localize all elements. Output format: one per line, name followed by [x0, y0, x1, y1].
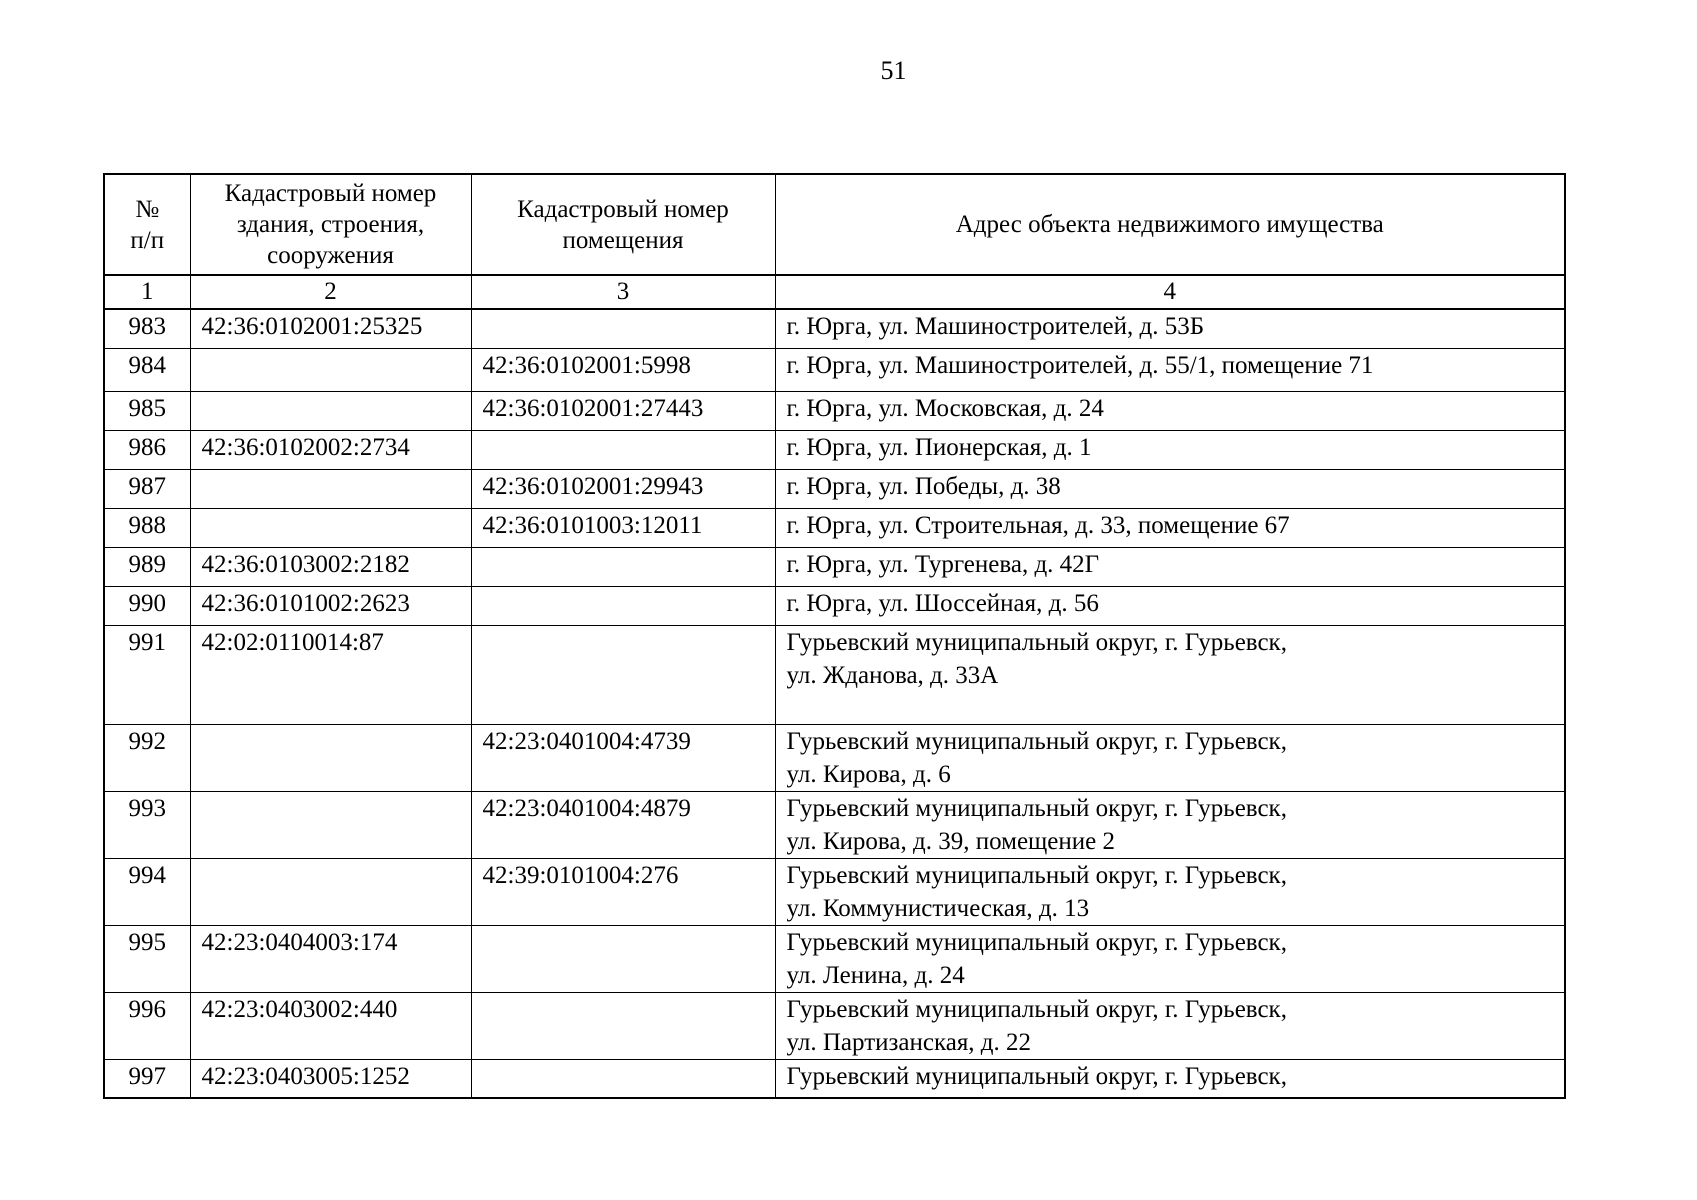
building-cadastral-cell: 42:02:0110014:87 — [190, 625, 471, 724]
room-cadastral-cell: 42:23:0401004:4739 — [471, 724, 775, 791]
address-line: Гурьевский муниципальный округ, г. Гурьевск, — [786, 995, 1287, 1023]
address-cell — [775, 469, 1565, 508]
header-line: Кадастровый номер — [517, 195, 729, 223]
address-line: г. Юрга, ул. Московская, д. 24 — [786, 394, 1104, 422]
table-row — [104, 925, 1565, 992]
row-number-cell: 994 — [104, 858, 190, 925]
building-cadastral-cell: 42:23:0404003:174 — [190, 925, 471, 992]
row-number-cell: 983 — [104, 309, 190, 348]
address-line: ул. Партизанская, д. 22 — [786, 1028, 1032, 1056]
header-line: здания, строения, — [236, 211, 425, 238]
building-cadastral-cell — [190, 791, 471, 858]
room-cadastral-cell — [471, 430, 775, 469]
address-line: г. Юрга, ул. Машиностроителей, д. 53Б — [786, 313, 1205, 340]
address-line: ул. Жданова, д. 33А — [786, 661, 999, 689]
room-cadastral-cell: 42:36:0102001:29943 — [471, 469, 775, 508]
table-row — [104, 391, 1565, 430]
address-cell — [775, 508, 1565, 547]
building-cadastral-cell — [190, 469, 471, 508]
row-number-cell: 984 — [104, 348, 190, 391]
address-cell — [775, 625, 1565, 724]
row-number-cell: 988 — [104, 508, 190, 547]
header-room-cadastral — [471, 174, 775, 275]
header-line: № — [135, 195, 160, 223]
address-cell — [775, 430, 1565, 469]
address-line: г. Юрга, ул. Пионерская, д. 1 — [786, 433, 1092, 461]
row-number-cell: 996 — [104, 992, 190, 1059]
table-body — [104, 309, 1565, 1098]
row-number-cell: 985 — [104, 391, 190, 430]
room-cadastral-cell: 42:39:0101004:276 — [471, 858, 775, 925]
room-cadastral-cell: 42:36:0102001:5998 — [471, 348, 775, 391]
building-cadastral-cell: 42:36:0101002:2623 — [190, 586, 471, 625]
header-line: помещения — [562, 226, 684, 254]
table-row — [104, 469, 1565, 508]
room-cadastral-cell — [471, 992, 775, 1059]
row-number-cell: 991 — [104, 625, 190, 724]
table-row — [104, 858, 1565, 925]
address-line: Гурьевский муниципальный округ, г. Гурьевск, — [786, 727, 1287, 755]
property-table — [103, 173, 1566, 1099]
room-cadastral-cell — [471, 1059, 775, 1098]
row-number-cell: 993 — [104, 791, 190, 858]
table-row — [104, 508, 1565, 547]
page-number: 51 — [880, 56, 907, 85]
header-line: Адрес объекта недвижимого имущества — [955, 211, 1384, 238]
row-number-cell: 986 — [104, 430, 190, 469]
room-cadastral-cell: 42:36:0101003:12011 — [471, 508, 775, 547]
table-row — [104, 309, 1565, 348]
row-number-cell: 992 — [104, 724, 190, 791]
address-cell — [775, 791, 1565, 858]
table-header-row — [104, 174, 1565, 275]
address-line: г. Юрга, ул. Тургенева, д. 42Г — [786, 550, 1100, 578]
header-address — [775, 174, 1565, 275]
address-cell — [775, 1059, 1565, 1098]
address-line: г. Юрга, ул. Шоссейная, д. 56 — [786, 589, 1099, 617]
building-cadastral-cell: 42:23:0403005:1252 — [190, 1059, 471, 1098]
column-number: 3 — [471, 275, 775, 309]
address-line: Гурьевский муниципальный округ, г. Гурьевск, — [786, 861, 1287, 889]
address-line: Гурьевский муниципальный округ, г. Гурьевск, — [786, 1062, 1287, 1090]
address-cell — [775, 992, 1565, 1059]
address-cell — [775, 547, 1565, 586]
row-number-cell: 995 — [104, 925, 190, 992]
header-building-cadastral — [190, 174, 471, 275]
address-line: г. Юрга, ул. Машиностроителей, д. 55/1, помещение 71 — [786, 351, 1374, 379]
column-number: 1 — [104, 275, 190, 309]
building-cadastral-cell: 42:23:0403002:440 — [190, 992, 471, 1059]
column-number: 4 — [775, 275, 1565, 309]
building-cadastral-cell — [190, 348, 471, 391]
address-line: ул. Кирова, д. 6 — [786, 760, 951, 788]
header-line: Кадастровый номер — [224, 180, 437, 207]
building-cadastral-cell — [190, 724, 471, 791]
table-row — [104, 724, 1565, 791]
room-cadastral-cell — [471, 309, 775, 348]
room-cadastral-cell — [471, 547, 775, 586]
address-line: г. Юрга, ул. Победы, д. 38 — [786, 472, 1061, 500]
table-row — [104, 625, 1565, 724]
address-line: г. Юрга, ул. Строительная, д. 33, помещение 67 — [786, 511, 1290, 539]
column-number: 2 — [190, 275, 471, 309]
address-cell — [775, 586, 1565, 625]
address-line: ул. Кирова, д. 39, помещение 2 — [786, 827, 1115, 855]
address-line: ул. Коммунистическая, д. 13 — [786, 894, 1090, 922]
room-cadastral-cell: 42:36:0102001:27443 — [471, 391, 775, 430]
row-number-cell: 997 — [104, 1059, 190, 1098]
address-cell — [775, 348, 1565, 391]
building-cadastral-cell — [190, 391, 471, 430]
table-row — [104, 586, 1565, 625]
address-line: ул. Ленина, д. 24 — [786, 961, 965, 989]
room-cadastral-cell — [471, 625, 775, 724]
building-cadastral-cell — [190, 858, 471, 925]
address-cell — [775, 858, 1565, 925]
header-line: п/п — [130, 226, 165, 254]
address-cell — [775, 925, 1565, 992]
column-number-row — [104, 275, 1565, 309]
address-line: Гурьевский муниципальный округ, г. Гурьевск, — [786, 628, 1287, 656]
building-cadastral-cell: 42:36:0102001:25325 — [190, 309, 471, 348]
building-cadastral-cell — [190, 508, 471, 547]
address-line: Гурьевский муниципальный округ, г. Гурьевск, — [786, 928, 1287, 956]
header-line: сооружения — [267, 242, 394, 269]
room-cadastral-cell: 42:23:0401004:4879 — [471, 791, 775, 858]
address-cell — [775, 309, 1565, 348]
table-row — [104, 430, 1565, 469]
table-row — [104, 348, 1565, 391]
building-cadastral-cell: 42:36:0103002:2182 — [190, 547, 471, 586]
address-cell — [775, 391, 1565, 430]
table-row — [104, 992, 1565, 1059]
building-cadastral-cell: 42:36:0102002:2734 — [190, 430, 471, 469]
address-cell — [775, 724, 1565, 791]
row-number-cell: 989 — [104, 547, 190, 586]
address-line: Гурьевский муниципальный округ, г. Гурьевск, — [786, 794, 1287, 822]
table-row — [104, 547, 1565, 586]
table-row — [104, 791, 1565, 858]
room-cadastral-cell — [471, 925, 775, 992]
row-number-cell: 987 — [104, 469, 190, 508]
row-number-cell: 990 — [104, 586, 190, 625]
table-row — [104, 1059, 1565, 1098]
header-row-number — [104, 174, 190, 275]
room-cadastral-cell — [471, 586, 775, 625]
